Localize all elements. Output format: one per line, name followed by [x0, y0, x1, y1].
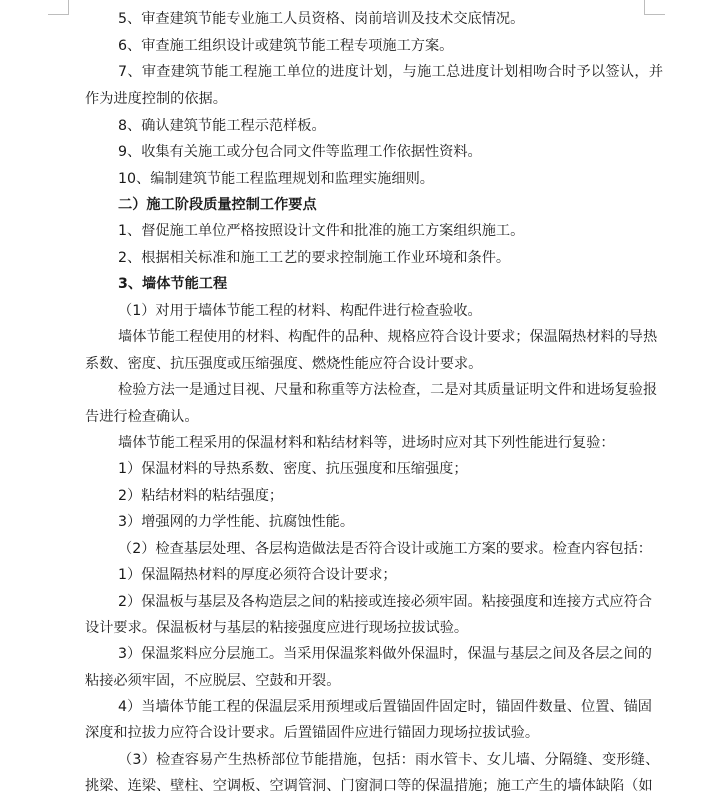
- margin-corner-mark: [48, 0, 69, 15]
- paragraph-line: 2、根据相关标准和施工工艺的要求控制施工作业环境和条件。: [118, 250, 511, 266]
- paragraph-line: 2）粘结材料的粘结强度；: [118, 488, 284, 504]
- paragraph-line: 10、编制建筑节能工程监理规划和监理实施细则。: [118, 171, 434, 187]
- paragraph-line: 检验方法一是通过目视、尺量和称重等方法检查，二是对其质量证明文件和进场复验报: [118, 382, 658, 398]
- paragraph-line: 9、收集有关施工或分包合同文件等监理工作依据性资料。: [118, 144, 482, 160]
- section-heading: 二）施工阶段质量控制工作要点: [118, 197, 317, 213]
- paragraph-line: 2）保温板与基层及各构造层之间的粘接或连接必须牢固。粘接强度和连接方式应符合: [118, 594, 652, 610]
- subsection-heading: 3、墙体节能工程: [118, 276, 228, 292]
- paragraph-line: 8、确认建筑节能工程示范样板。: [118, 118, 326, 134]
- paragraph-line: 7、审查建筑节能工程施工单位的进度计划，与施工总进度计划相吻合时予以签认，并: [118, 64, 664, 80]
- paragraph-line: 系数、密度、抗压强度或压缩强度、燃烧性能应符合设计要求。: [85, 356, 483, 372]
- paragraph-line: 设计要求。保温板材与基层的粘接强度应进行现场拉拔试验。: [85, 620, 469, 636]
- paragraph-line: 作为进度控制的依据。: [85, 91, 227, 107]
- paragraph-line: 3）增强网的力学性能、抗腐蚀性能。: [118, 514, 355, 530]
- paragraph-line: 粘接必须牢固，不应脱层、空鼓和开裂。: [85, 673, 341, 689]
- paragraph-line: （2）检查基层处理、各层构造做法是否符合设计或施工方案的要求。检查内容包括：: [118, 541, 652, 557]
- paragraph-line: 6、审查施工组织设计或建筑节能工程专项施工方案。: [118, 38, 454, 54]
- paragraph-line: 墙体节能工程采用的保温材料和粘结材料等，进场时应对其下列性能进行复验：: [118, 435, 615, 451]
- paragraph-line: 墙体节能工程使用的材料、构配件的品种、规格应符合设计要求；保温隔热材料的导热: [118, 329, 658, 345]
- paragraph-line: 4）当墙体节能工程的保温层采用预埋或后置锚固件固定时，锚固件数量、位置、锚固: [118, 699, 652, 715]
- paragraph-line: 告进行检查确认。: [85, 409, 199, 425]
- paragraph-line: 深度和拉拔力应符合设计要求。后置锚固件应进行锚固力现场拉拔试验。: [85, 725, 540, 741]
- paragraph-line: 挑梁、连梁、壁柱、空调板、空调管洞、门窗洞口等的保温措施；施工产生的墙体缺陷（如: [85, 778, 653, 794]
- paragraph-line: （1）对用于墙体节能工程的材料、构配件进行检查验收。: [118, 303, 482, 319]
- paragraph-line: 1）保温材料的导热系数、密度、抗压强度和压缩强度；: [118, 461, 468, 477]
- paragraph-line: （3）检查容易产生热桥部位节能措施，包括：雨水管卡、女儿墙、分隔缝、变形缝、: [118, 752, 660, 768]
- paragraph-line: 3）保温浆料应分层施工。当采用保温浆料做外保温时，保温与基层之间及各层之间的: [118, 646, 652, 662]
- paragraph-line: 5、审查建筑节能专业施工人员资格、岗前培训及技术交底情况。: [118, 11, 525, 27]
- paragraph-line: 1）保温隔热材料的厚度必须符合设计要求；: [118, 567, 397, 583]
- paragraph-line: 1、督促施工单位严格按照设计文件和批准的施工方案组织施工。: [118, 223, 525, 239]
